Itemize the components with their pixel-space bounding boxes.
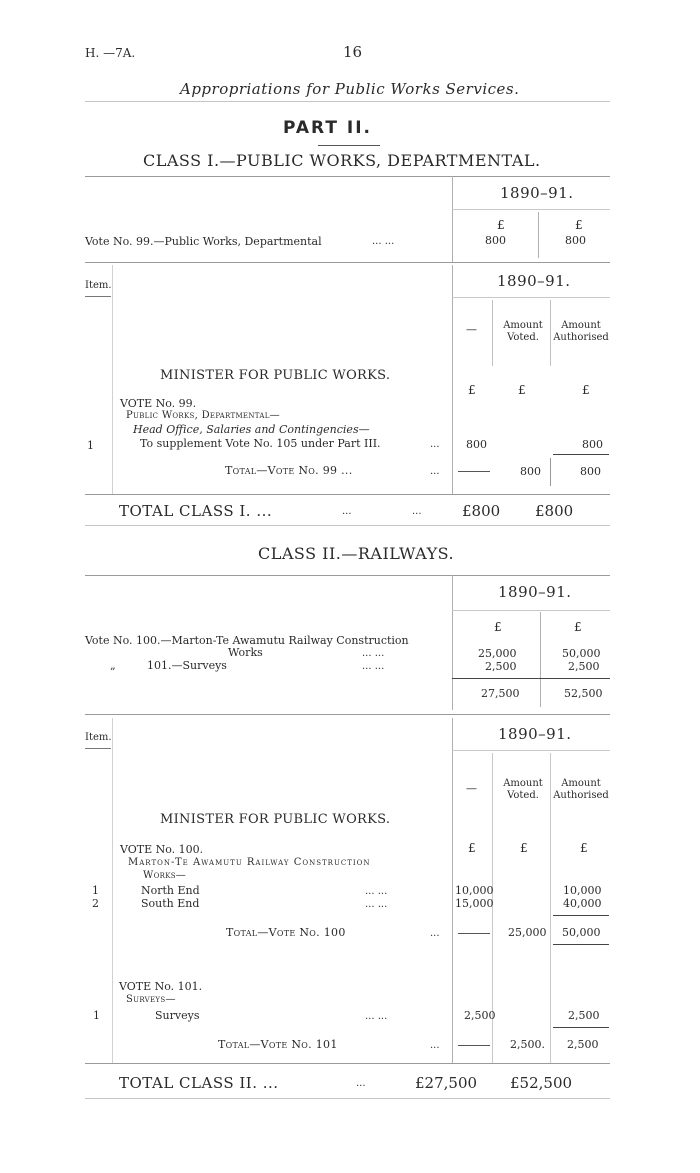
item-description: Surveys <box>155 1009 200 1022</box>
total-dash <box>458 933 490 934</box>
class-1-total-authorised: £800 <box>535 502 574 520</box>
leader-dots: ... ... <box>365 899 388 910</box>
class-1-summary-year: 1890–91. <box>500 184 574 202</box>
leader-dots: ... ... <box>365 886 388 897</box>
currency-symbol: £ <box>518 383 526 397</box>
currency-symbol: £ <box>575 218 583 232</box>
item-number: 1 <box>92 884 99 897</box>
vote-100-summary-label: Vote No. 100.—Marton-Te Awamutu Railway Construction <box>85 634 409 647</box>
vote-99-subhead: Public Works, Departmental— <box>126 410 280 421</box>
vote-101-summary-label: 101.—Surveys <box>147 659 227 672</box>
vote-101-total-authorised: 2,500 <box>567 1038 599 1051</box>
part-underline <box>318 145 380 146</box>
vote-99-heading: VOTE No. 99. <box>120 397 197 410</box>
vote-99-summary-value: 800 <box>485 234 506 247</box>
currency-symbol: £ <box>574 620 582 634</box>
amount-voted-header: Amount Voted. <box>503 320 543 343</box>
class-2-summary-total: 27,500 <box>481 687 520 700</box>
vote-99-summary-label: Vote No. 99.—Public Works, Departmental <box>85 235 322 248</box>
class-2-total-label: TOTAL CLASS II. ... <box>119 1074 279 1092</box>
part-heading: PART II. <box>283 118 373 138</box>
vote-99-subsubhead: Head Office, Salaries and Contingencies— <box>133 423 370 436</box>
leader-dots: ... <box>356 1078 366 1089</box>
header-rule <box>85 101 610 102</box>
item-authorised: 800 <box>582 438 603 451</box>
item-number: 1 <box>87 439 94 452</box>
class-1-total-voted: £800 <box>462 502 501 520</box>
class-2-summary-total-authorised: 52,500 <box>564 687 603 700</box>
amount-authorised-header: Amount Authorised <box>553 320 609 343</box>
page-number: 16 <box>343 43 363 61</box>
vote-100-total-label: Total—Vote No. 100 <box>226 926 346 939</box>
leader-dots: ... ... <box>365 1011 388 1022</box>
document-reference: H. —7A. <box>85 46 136 60</box>
item-column-header: Item. <box>85 280 112 291</box>
leader-dots: ... ... <box>362 661 385 672</box>
vote-99-summary-authorised: 800 <box>565 234 586 247</box>
leader-dots: ... ... <box>372 236 395 247</box>
vote-101-total-label: Total—Vote No. 101 <box>218 1038 338 1051</box>
vote-100-summary-value: 25,000 <box>478 647 517 660</box>
currency-symbol: £ <box>582 383 590 397</box>
leader-dots: ... ... <box>362 648 385 659</box>
class-2-total-authorised: £52,500 <box>510 1074 573 1092</box>
leader-dots: ... <box>342 506 352 517</box>
currency-symbol: £ <box>497 218 505 232</box>
vote-100-summary-label-cont: Works <box>228 646 263 659</box>
vote-100-subhead-cont: Works— <box>143 870 187 881</box>
vote-101-total-voted: 2,500. <box>510 1038 545 1051</box>
currency-symbol: £ <box>468 383 476 397</box>
leader-dots: ... <box>430 1040 440 1051</box>
item-amount: 10,000 <box>455 884 494 897</box>
class-1-total-label: TOTAL CLASS I. ... <box>119 502 273 520</box>
item-description: To supplement Vote No. 105 under Part III. <box>140 437 381 450</box>
item-number: 2 <box>92 897 99 910</box>
item-authorised: 40,000 <box>563 897 602 910</box>
leader-dots: ... <box>430 928 440 939</box>
item-amount: 15,000 <box>455 897 494 910</box>
vote-101-summary-value: 2,500 <box>485 660 517 673</box>
vote-99-total-voted: 800 <box>520 465 541 478</box>
vote-100-heading: VOTE No. 100. <box>120 843 204 856</box>
vote-100-total-voted: 25,000 <box>508 926 547 939</box>
leader-dots: ... <box>412 506 422 517</box>
item-authorised: 2,500 <box>568 1009 600 1022</box>
item-description: North End <box>141 884 200 897</box>
minister-heading: MINISTER FOR PUBLIC WORKS. <box>160 368 391 383</box>
class-2-summary-year: 1890–91. <box>498 583 572 601</box>
total-dash <box>458 471 490 472</box>
currency-symbol: £ <box>494 620 502 634</box>
vote-101-heading: VOTE No. 101. <box>119 980 203 993</box>
amount-authorised-header: Amount Authorised <box>553 778 609 801</box>
class-1-detail-year: 1890–91. <box>497 272 571 290</box>
vote-100-total-authorised: 50,000 <box>562 926 601 939</box>
page-title: Appropriations for Public Works Services. <box>180 80 520 98</box>
vote-101-summary-authorised: 2,500 <box>568 660 600 673</box>
vote-100-summary-authorised: 50,000 <box>562 647 601 660</box>
item-column-header: Item. <box>85 732 112 743</box>
class-2-detail-year: 1890–91. <box>498 725 572 743</box>
item-amount: 800 <box>466 438 487 451</box>
minister-heading: MINISTER FOR PUBLIC WORKS. <box>160 812 391 827</box>
vote-99-total-label: Total—Vote No. 99 ... <box>225 464 353 477</box>
item-authorised: 10,000 <box>563 884 602 897</box>
vote-100-subhead: Marton-Te Awamutu Railway Construction <box>128 857 371 868</box>
blank-dash: — <box>466 323 477 336</box>
vote-101-subhead: Surveys— <box>126 994 176 1005</box>
class-1-heading: CLASS I.—PUBLIC WORKS, DEPARTMENTAL. <box>143 151 541 170</box>
item-amount: 2,500 <box>464 1009 496 1022</box>
leader-dots: ... <box>430 466 440 477</box>
class-2-heading: CLASS II.—RAILWAYS. <box>258 544 455 563</box>
item-description: South End <box>141 897 200 910</box>
item-number: 1 <box>93 1009 100 1022</box>
ditto-mark: „ <box>110 659 116 672</box>
amount-voted-header: Amount Voted. <box>503 778 543 801</box>
total-dash <box>458 1045 490 1046</box>
blank-dash: — <box>466 782 477 795</box>
class-2-total-voted: £27,500 <box>415 1074 478 1092</box>
vote-99-total-authorised: 800 <box>580 465 601 478</box>
leader-dots: ... <box>430 439 440 450</box>
currency-symbol: £ <box>468 841 476 855</box>
currency-symbol: £ <box>520 841 528 855</box>
currency-symbol: £ <box>580 841 588 855</box>
